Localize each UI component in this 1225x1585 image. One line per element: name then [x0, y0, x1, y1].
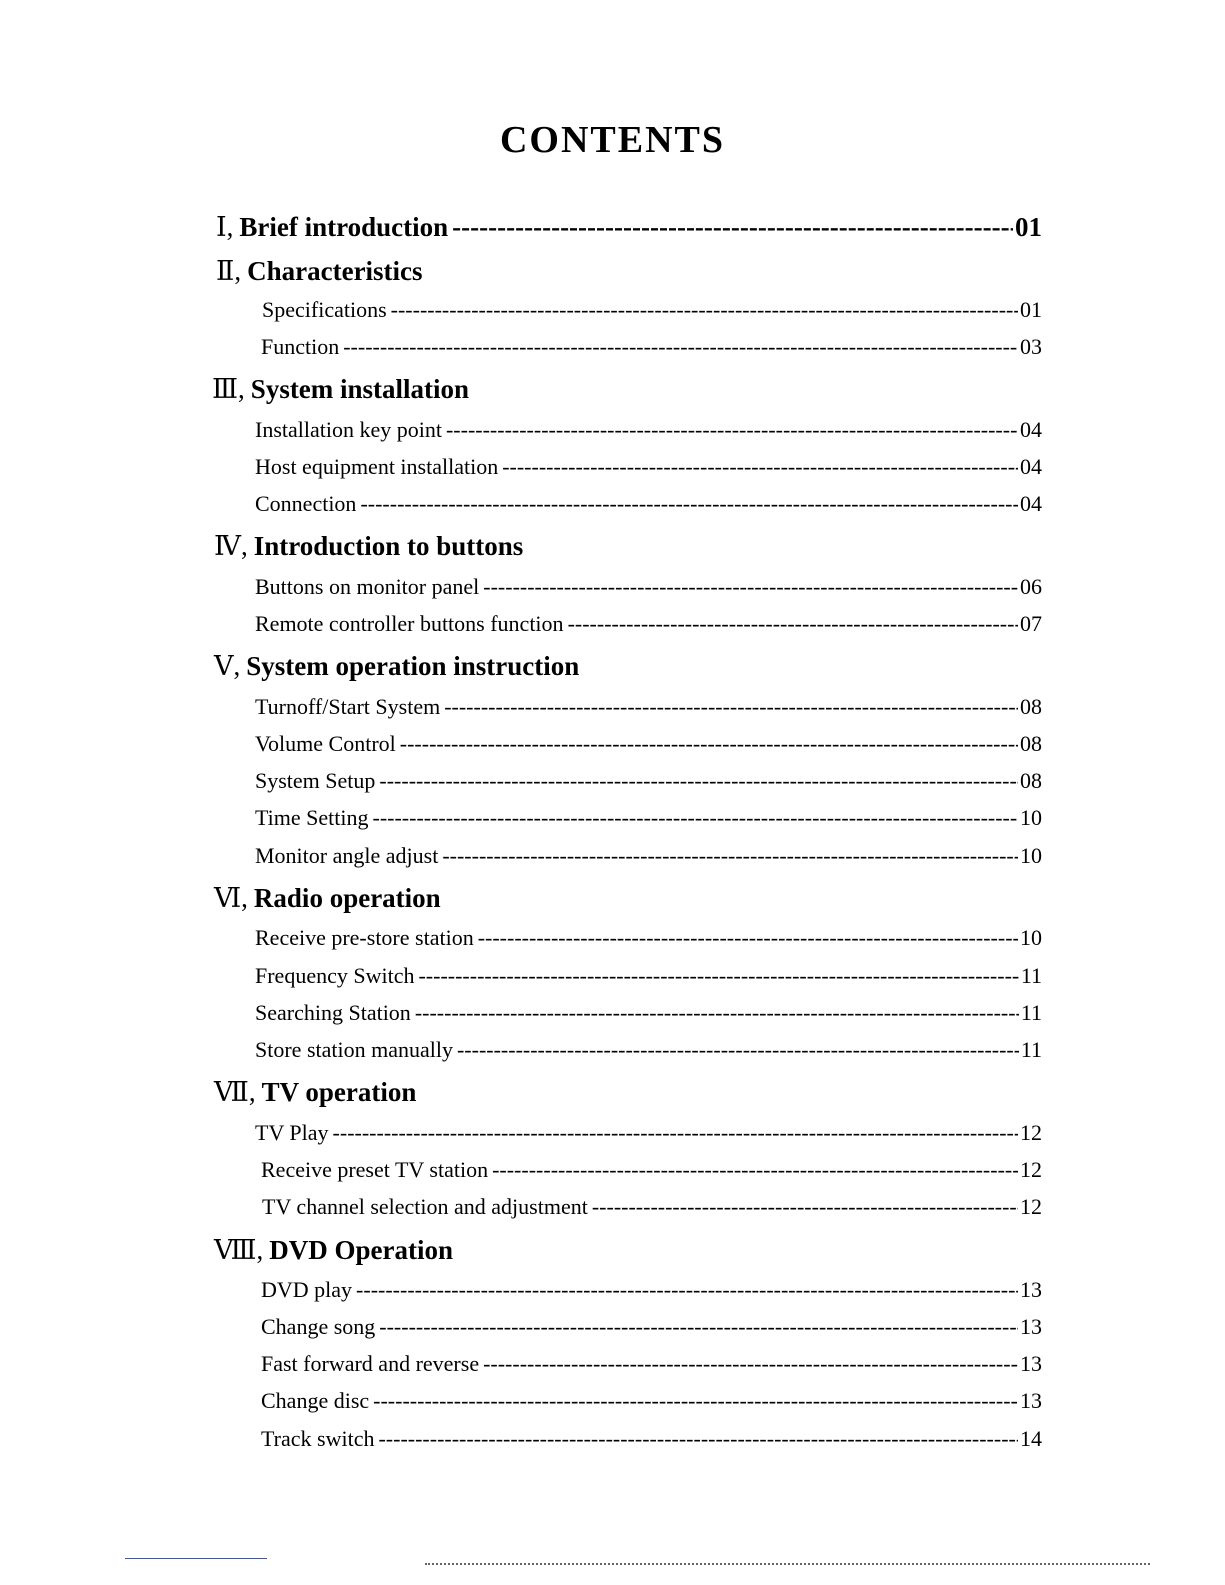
page-number: 13: [1020, 1314, 1042, 1339]
section-numeral: Ⅱ,: [216, 256, 242, 286]
page-number: 03: [1020, 334, 1042, 359]
toc-entry[interactable]: [255, 454, 1042, 480]
dot-leader: [452, 212, 1013, 243]
toc-entry[interactable]: [255, 1000, 1042, 1026]
section-title: Characteristics: [247, 256, 423, 286]
dot-leader: [400, 731, 1018, 757]
page-number: 04: [1020, 454, 1042, 479]
entry-label: Buttons on monitor panel: [255, 574, 480, 599]
toc-entry[interactable]: [261, 334, 1042, 360]
dot-leader: [415, 1000, 1019, 1026]
section-title: DVD Operation: [269, 1235, 454, 1265]
dot-leader: [379, 1314, 1018, 1340]
footer-rule: [125, 1558, 267, 1559]
dot-leader: [592, 1194, 1018, 1220]
section-title: System operation instruction: [246, 651, 580, 681]
toc-entry[interactable]: [255, 731, 1042, 757]
dot-leader: [502, 454, 1018, 480]
toc-entry[interactable]: [255, 1120, 1042, 1146]
page-number: 13: [1020, 1351, 1042, 1376]
toc-entry[interactable]: [255, 694, 1042, 720]
toc-entry[interactable]: [261, 1277, 1042, 1303]
page-number: 13: [1020, 1277, 1042, 1302]
dot-leader: [418, 963, 1018, 989]
entry-label: Change disc: [261, 1388, 370, 1413]
toc-entry[interactable]: [255, 843, 1042, 869]
entry-label: Change song: [261, 1314, 376, 1339]
dot-leader: [343, 334, 1018, 360]
entry-label: Monitor angle adjust: [255, 843, 439, 868]
dot-leader: [478, 925, 1018, 951]
page-number: 10: [1020, 925, 1042, 950]
page-number: 08: [1020, 694, 1042, 719]
page-number: 11: [1020, 1000, 1042, 1025]
toc-entry[interactable]: [262, 1194, 1042, 1220]
entry-label: TV channel selection and adjustment: [262, 1194, 588, 1219]
section-numeral: Ⅴ,: [214, 651, 241, 681]
toc-entry[interactable]: [255, 963, 1042, 989]
toc-entry[interactable]: [255, 574, 1042, 600]
dot-leader: [483, 1351, 1018, 1377]
toc-section[interactable]: [214, 1235, 453, 1266]
page-number: 13: [1020, 1388, 1042, 1413]
page-number: 04: [1020, 491, 1042, 516]
page-number: 07: [1020, 611, 1042, 636]
toc-entry[interactable]: [255, 805, 1042, 831]
section-title: TV operation: [261, 1077, 417, 1107]
dot-leader: [483, 574, 1018, 600]
entry-label: Host equipment installation: [255, 454, 499, 479]
toc-section[interactable]: [216, 212, 1042, 243]
page-number: 04: [1020, 417, 1042, 442]
entry-label: Remote controller buttons function: [255, 611, 564, 636]
entry-label: System Setup: [255, 768, 376, 793]
section-numeral: Ⅶ,: [214, 1077, 256, 1107]
dot-leader: [360, 491, 1018, 517]
entry-label: Volume Control: [255, 731, 396, 756]
section-title: Radio operation: [253, 883, 441, 913]
toc-section[interactable]: [212, 374, 469, 405]
section-numeral: Ⅳ,: [214, 531, 248, 561]
section-title: Brief introduction: [239, 212, 449, 242]
dot-leader: [457, 1037, 1019, 1063]
page-number: 06: [1020, 574, 1042, 599]
dot-leader: [373, 1388, 1018, 1414]
dot-leader: [379, 768, 1018, 794]
entry-label: Connection: [255, 491, 357, 516]
page-number: 12: [1020, 1120, 1042, 1145]
entry-label: Track switch: [261, 1426, 375, 1451]
toc-entry[interactable]: [255, 768, 1042, 794]
page-number: 12: [1020, 1157, 1042, 1182]
dot-leader: [391, 297, 1018, 323]
page-number: 11: [1020, 1037, 1042, 1062]
entry-label: Store station manually: [255, 1037, 453, 1062]
entry-label: Installation key point: [255, 417, 442, 442]
entry-label: Time Setting: [255, 805, 369, 830]
entry-label: Searching Station: [255, 1000, 411, 1025]
dot-leader: [442, 843, 1018, 869]
entry-label: Fast forward and reverse: [261, 1351, 480, 1376]
toc-section[interactable]: [214, 883, 441, 914]
dot-leader: [373, 805, 1019, 831]
page-title: CONTENTS: [499, 119, 726, 161]
toc-entry[interactable]: [261, 1157, 1042, 1183]
toc-entry[interactable]: [261, 1388, 1042, 1414]
dot-leader: [378, 1426, 1018, 1452]
entry-label: Receive pre-store station: [255, 925, 474, 950]
section-numeral: Ⅲ,: [212, 374, 245, 404]
entry-label: Function: [261, 334, 340, 359]
dot-leader: [492, 1157, 1018, 1183]
toc-entry[interactable]: [261, 1351, 1042, 1377]
entry-label: Specifications: [262, 297, 387, 322]
dot-leader: [568, 611, 1018, 637]
toc-section[interactable]: [216, 256, 423, 287]
section-title: System installation: [250, 374, 470, 404]
section-numeral: Ⅵ,: [214, 883, 248, 913]
entry-label: Receive preset TV station: [261, 1157, 489, 1182]
section-numeral: Ⅷ,: [214, 1235, 264, 1265]
page-number: 10: [1020, 805, 1042, 830]
toc-section[interactable]: [214, 1077, 416, 1108]
toc-entry[interactable]: [255, 611, 1042, 637]
entry-label: DVD play: [261, 1277, 353, 1302]
dot-leader: [444, 694, 1018, 720]
toc-entry[interactable]: [255, 1037, 1042, 1063]
page-number: 01: [1020, 297, 1042, 322]
toc-entry[interactable]: [261, 1314, 1042, 1340]
toc-entry[interactable]: [255, 491, 1042, 517]
page-number: 11: [1020, 963, 1042, 988]
toc-section[interactable]: [214, 531, 523, 562]
section-numeral: Ⅰ,: [216, 212, 234, 242]
dot-leader: [333, 1120, 1018, 1146]
entry-label: Frequency Switch: [255, 963, 415, 988]
page-number: 01: [1015, 212, 1042, 242]
entry-label: TV Play: [255, 1120, 329, 1145]
toc-entry[interactable]: [255, 925, 1042, 951]
page-number: 14: [1020, 1426, 1042, 1451]
toc-entry[interactable]: [261, 1426, 1042, 1452]
dot-leader: [356, 1277, 1018, 1303]
section-title: Introduction to buttons: [253, 531, 524, 561]
toc-entry[interactable]: [255, 417, 1042, 443]
toc-section[interactable]: [214, 651, 579, 682]
page-number: 08: [1020, 768, 1042, 793]
page-number: 10: [1020, 843, 1042, 868]
dot-leader: [446, 417, 1018, 443]
page-number: 08: [1020, 731, 1042, 756]
toc-entry[interactable]: [262, 297, 1042, 323]
footer-dotted-rule: [425, 1563, 1150, 1567]
page-number: 12: [1020, 1194, 1042, 1219]
entry-label: Turnoff/Start System: [255, 694, 441, 719]
